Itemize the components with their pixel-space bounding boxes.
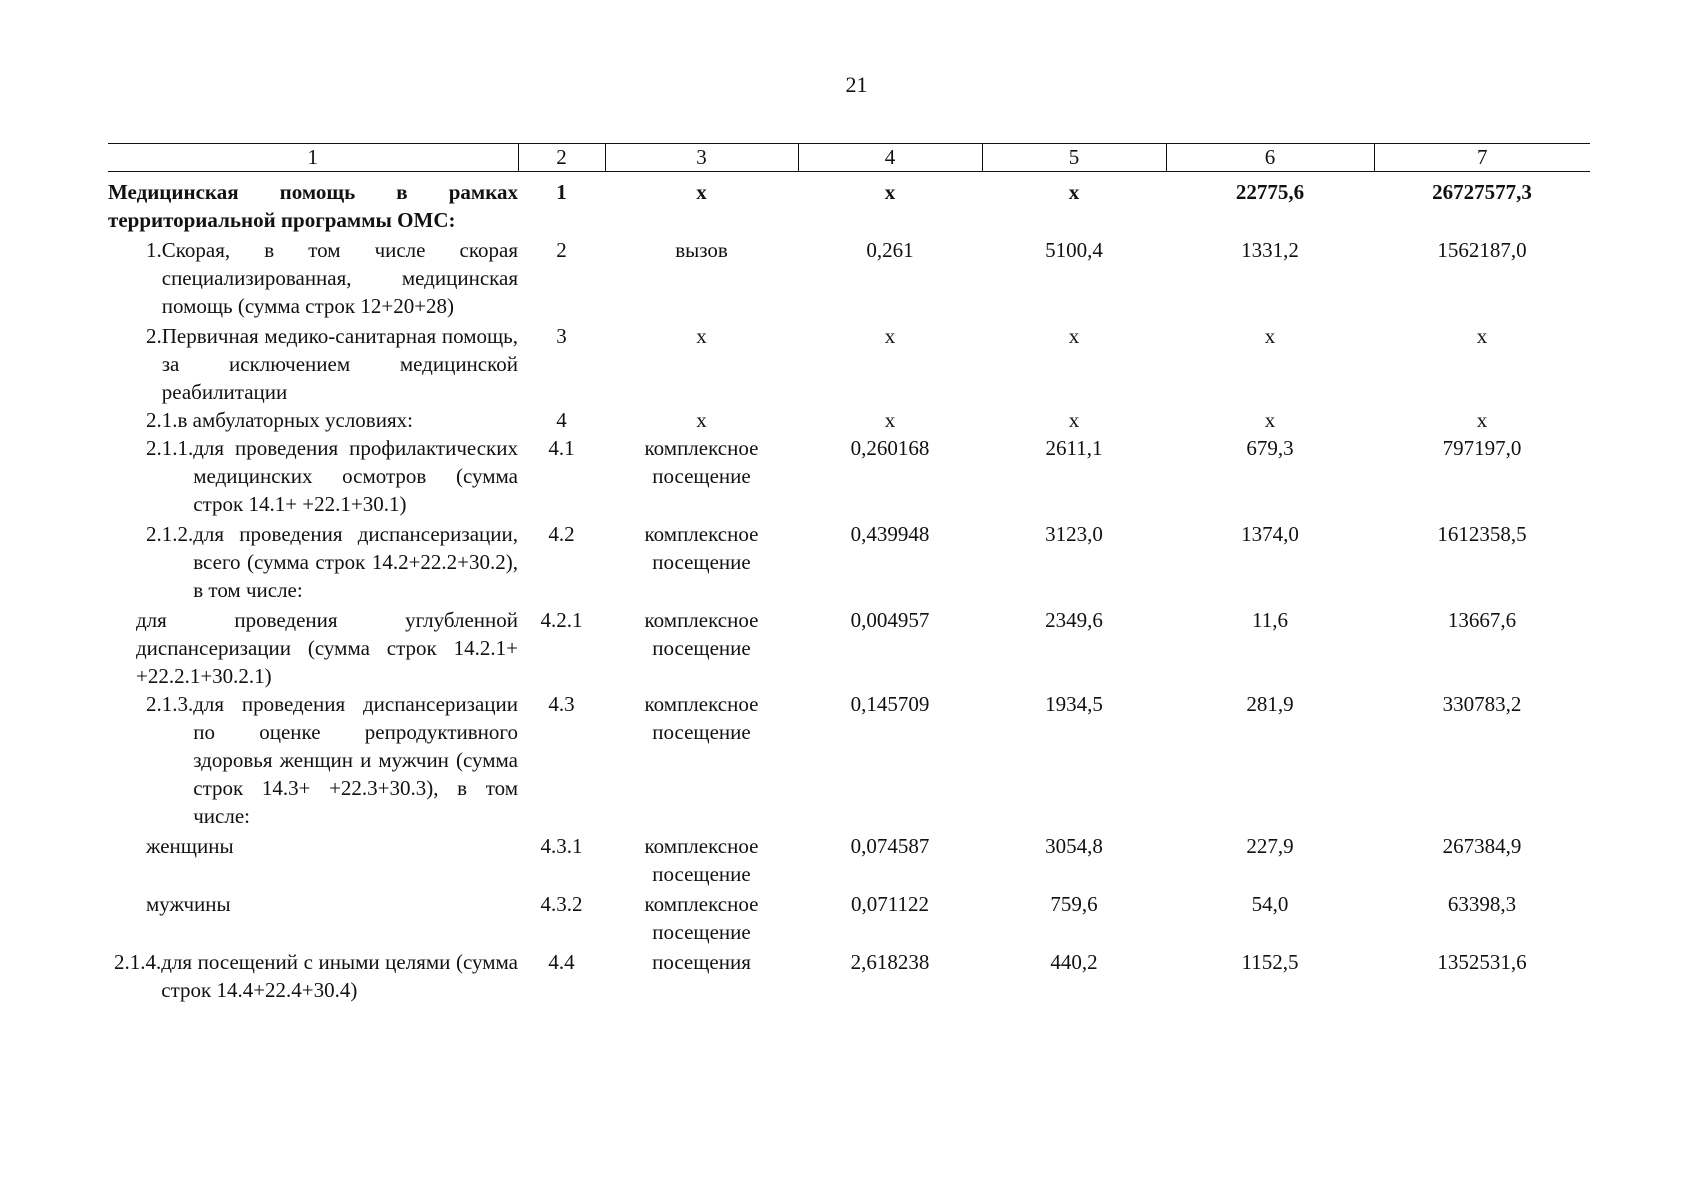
row-col5-cell: 3123,0 xyxy=(1045,522,1103,546)
row-code: 1. xyxy=(146,238,162,262)
row-name-cell xyxy=(108,690,518,830)
table-row xyxy=(108,830,1590,888)
row-unit-cell: х xyxy=(696,324,707,348)
row-unit-cell: х xyxy=(696,408,707,432)
row-name xyxy=(108,606,518,690)
row-col6-cell: 1152,5 xyxy=(1241,950,1299,974)
row-name-cell xyxy=(108,434,518,518)
row-unit-cell: комплексное посещение xyxy=(644,608,759,660)
row-col6-cell: 1374,0 xyxy=(1241,522,1299,546)
header-col-5: 5 xyxy=(982,144,1166,172)
table-row xyxy=(108,888,1590,946)
row-col4-cell: 2,618238 xyxy=(850,950,930,974)
row-col4-cell: 0,261 xyxy=(866,238,914,262)
row-col7-cell: 13667,6 xyxy=(1447,608,1517,632)
row-col6-cell: х xyxy=(1264,408,1276,432)
row-unit-cell: комплексное посещение xyxy=(644,892,759,944)
row-col7-cell: х xyxy=(1476,324,1488,348)
row-code: 2.1.1. xyxy=(146,436,194,460)
row-unit-cell: посещения xyxy=(652,950,751,974)
row-col5-cell: 1934,5 xyxy=(1045,692,1103,716)
row-name-cell xyxy=(108,172,518,235)
row-col4-cell: 0,074587 xyxy=(850,834,930,858)
row-label: Медицинская помощь в рамках территориальной программы ОМС: xyxy=(108,180,518,232)
row-name xyxy=(108,520,518,604)
table-row xyxy=(108,320,1590,406)
row-unit-cell: комплексное посещение xyxy=(644,436,759,488)
row-name-cell xyxy=(108,888,518,946)
row-number-cell: 3 xyxy=(556,324,567,348)
row-label: в амбулаторных условиях: xyxy=(177,408,413,432)
row-number-cell: 4.4 xyxy=(548,950,575,974)
row-col6-cell: 281,9 xyxy=(1246,692,1294,716)
tariff-table xyxy=(108,143,1590,1004)
table-body xyxy=(108,172,1590,1005)
tariff-table-container xyxy=(108,143,1590,1004)
table-row xyxy=(108,406,1590,434)
table-row xyxy=(108,604,1590,690)
row-number-cell: 4 xyxy=(556,408,567,432)
row-col4-cell: 0,004957 xyxy=(850,608,930,632)
row-number-cell: 4.3.1 xyxy=(540,834,583,858)
row-col4-cell: 0,439948 xyxy=(850,522,930,546)
row-unit-cell: х xyxy=(696,180,707,204)
row-col7-cell: 267384,9 xyxy=(1442,834,1522,858)
row-name-cell xyxy=(108,830,518,888)
row-name-cell xyxy=(108,518,518,604)
header-col-4: 4 xyxy=(798,144,982,172)
row-col5-cell: 759,6 xyxy=(1050,892,1098,916)
row-name xyxy=(108,236,518,320)
row-col7-cell: 63398,3 xyxy=(1447,892,1517,916)
row-unit-cell: комплексное посещение xyxy=(644,834,759,886)
row-col4-cell: х xyxy=(884,408,896,432)
page-number: 21 xyxy=(845,72,868,97)
row-name-cell xyxy=(108,320,518,406)
row-col5-cell: 5100,4 xyxy=(1045,238,1103,262)
row-col5-cell: х xyxy=(1068,180,1080,204)
row-col4-cell: х xyxy=(884,324,896,348)
header-col-6: 6 xyxy=(1166,144,1374,172)
row-label: для посещений с иными целями (сумма строк 14.4+22.4+30.4) xyxy=(161,950,518,1002)
row-col6-cell: 22775,6 xyxy=(1235,180,1305,204)
row-col4-cell: 0,071122 xyxy=(851,892,929,916)
row-code: 2.1. xyxy=(146,408,178,432)
row-col7-cell: х xyxy=(1476,408,1488,432)
row-label: Скорая, в том числе скорая специализированная, медицинская помощь (сумма строк 12+20+28) xyxy=(161,238,518,318)
row-name xyxy=(108,948,518,1004)
table-row xyxy=(108,234,1590,320)
row-code: 2.1.2. xyxy=(146,522,194,546)
row-name-cell xyxy=(108,406,518,434)
row-label: для проведения профилактических медицинских осмотров (сумма строк 14.1+ +22.1+30.1) xyxy=(193,436,518,516)
row-number-cell: 1 xyxy=(556,180,567,204)
row-col5-cell: 2349,6 xyxy=(1045,608,1103,632)
row-name xyxy=(108,178,518,234)
row-name-cell xyxy=(108,234,518,320)
row-number-cell: 4.2.1 xyxy=(540,608,583,632)
row-name xyxy=(108,832,518,860)
row-col4-cell: х xyxy=(884,180,896,204)
row-number-cell: 4.2 xyxy=(548,522,575,546)
header-col-3: 3 xyxy=(605,144,798,172)
row-unit-cell: комплексное посещение xyxy=(644,522,759,574)
row-name xyxy=(108,406,518,434)
row-number-cell: 4.1 xyxy=(548,436,575,460)
row-code: 2.1.3. xyxy=(146,692,194,716)
row-code: 2.1.4. xyxy=(114,950,162,974)
row-name-cell xyxy=(108,604,518,690)
row-col6-cell: 227,9 xyxy=(1246,834,1294,858)
row-col7-cell: 1352531,6 xyxy=(1437,950,1527,974)
table-row xyxy=(108,946,1590,1004)
row-label: для проведения углубленной диспансеризации (сумма строк 14.2.1+ +22.2.1+30.2.1) xyxy=(136,608,518,688)
row-col6-cell: 11,6 xyxy=(1252,608,1288,632)
row-col7-cell: 26727577,3 xyxy=(1432,180,1532,204)
row-col4-cell: 0,260168 xyxy=(850,436,930,460)
row-col7-cell: 1562187,0 xyxy=(1437,238,1527,262)
header-col-2: 2 xyxy=(518,144,605,172)
row-col5-cell: 2611,1 xyxy=(1045,436,1103,460)
header-col-7: 7 xyxy=(1374,144,1590,172)
row-name xyxy=(108,690,518,830)
row-number-cell: 4.3.2 xyxy=(540,892,583,916)
row-col4-cell: 0,145709 xyxy=(850,692,930,716)
table-row xyxy=(108,690,1590,830)
row-col6-cell: 679,3 xyxy=(1246,436,1294,460)
table-row xyxy=(108,518,1590,604)
row-col5-cell: 3054,8 xyxy=(1045,834,1103,858)
row-code: 2. xyxy=(146,324,162,348)
header-row xyxy=(108,144,1590,172)
row-name xyxy=(108,434,518,518)
row-name xyxy=(108,890,518,918)
row-col7-cell: 797197,0 xyxy=(1442,436,1522,460)
row-name-cell xyxy=(108,946,518,1004)
row-col5-cell: 440,2 xyxy=(1050,950,1098,974)
row-col5-cell: х xyxy=(1068,408,1080,432)
row-col6-cell: 54,0 xyxy=(1251,892,1289,916)
row-label: женщины xyxy=(146,834,234,858)
row-label: мужчины xyxy=(146,892,231,916)
row-col5-cell: х xyxy=(1068,324,1080,348)
row-col6-cell: х xyxy=(1264,324,1276,348)
header-col-1: 1 xyxy=(108,144,518,172)
row-label: Первичная медико-санитарная помощь, за исключением медицинской реабилитации xyxy=(161,324,518,404)
row-number-cell: 4.3 xyxy=(548,692,575,716)
row-col7-cell: 330783,2 xyxy=(1442,692,1522,716)
row-unit-cell: комплексное посещение xyxy=(644,692,759,744)
table-row xyxy=(108,434,1590,518)
row-label: для проведения диспансеризации по оценке репродуктивного здоровья женщин и мужчин (сумма строк 14.3+ +22.3+30.3), в том числе: xyxy=(193,692,518,828)
table-row xyxy=(108,172,1590,235)
row-name xyxy=(108,322,518,406)
row-unit-cell: вызов xyxy=(675,238,728,262)
row-number-cell: 2 xyxy=(556,238,567,262)
row-col6-cell: 1331,2 xyxy=(1241,238,1299,262)
row-col7-cell: 1612358,5 xyxy=(1437,522,1527,546)
row-label: для проведения диспансеризации, всего (сумма строк 14.2+22.2+30.2), в том числе: xyxy=(193,522,518,602)
